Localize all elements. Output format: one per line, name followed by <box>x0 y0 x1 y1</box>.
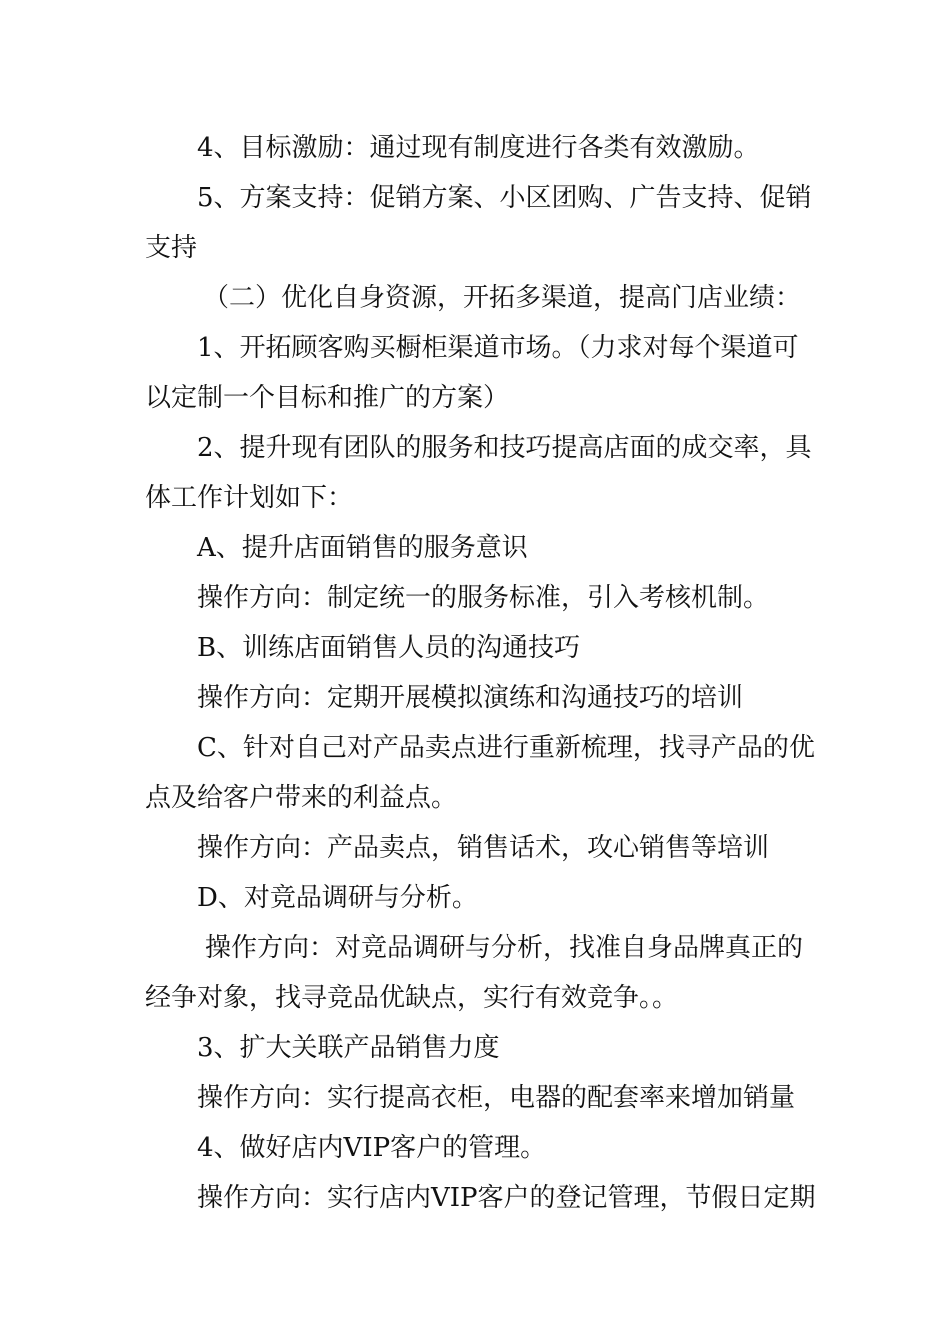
paragraph-line: 操作方向：产品卖点，销售话术，攻心销售等培训 <box>197 833 770 863</box>
paragraph-line: 4、目标激励：通过现有制度进行各类有效激励。 <box>197 133 760 163</box>
paragraph-line: 2、提升现有团队的服务和技巧提高店面的成交率，具 <box>197 433 812 463</box>
paragraph-line: 操作方向：定期开展模拟演练和沟通技巧的培训 <box>197 683 744 713</box>
paragraph-line: 体工作计划如下： <box>145 483 354 513</box>
paragraph-line: 操作方向：制定统一的服务标准，引入考核机制。 <box>197 583 770 613</box>
paragraph-line: 3、扩大关联产品销售力度 <box>197 1033 500 1063</box>
paragraph-line: 点及给客户带来的利益点。 <box>145 783 458 813</box>
paragraph-line: 5、方案支持：促销方案、小区团购、广告支持、促销 <box>197 183 812 213</box>
paragraph-line: 操作方向：实行店内VIP客户的登记管理，节假日定期 <box>197 1183 816 1213</box>
document-body <box>145 123 816 1223</box>
paragraph-line: 1、开拓顾客购买橱柜渠道市场。（力求对每个渠道可 <box>197 333 799 363</box>
paragraph-line: 经争对象，找寻竞品优缺点，实行有效竞争。。 <box>145 983 679 1013</box>
paragraph-line: 支持 <box>145 233 198 263</box>
paragraph-line: 4、做好店内VIP客户的管理。 <box>197 1133 547 1163</box>
paragraph-line: B、训练店面销售人员的沟通技巧 <box>197 633 581 663</box>
paragraph-line: A、提升店面销售的服务意识 <box>197 533 528 563</box>
paragraph-line: 操作方向：对竞品调研与分析，找准自身品牌真正的 <box>205 933 804 963</box>
paragraph-line: C、针对自己对产品卖点进行重新梳理，找寻产品的优 <box>197 733 815 763</box>
paragraph-line: D、对竞品调研与分析。 <box>197 883 478 913</box>
paragraph-line: 操作方向：实行提高衣柜，电器的配套率来增加销量 <box>197 1083 796 1113</box>
section-heading: （二）优化自身资源，开拓多渠道，提高门店业绩： <box>203 283 802 313</box>
paragraph-line: 以定制一个目标和推广的方案） <box>145 383 510 413</box>
